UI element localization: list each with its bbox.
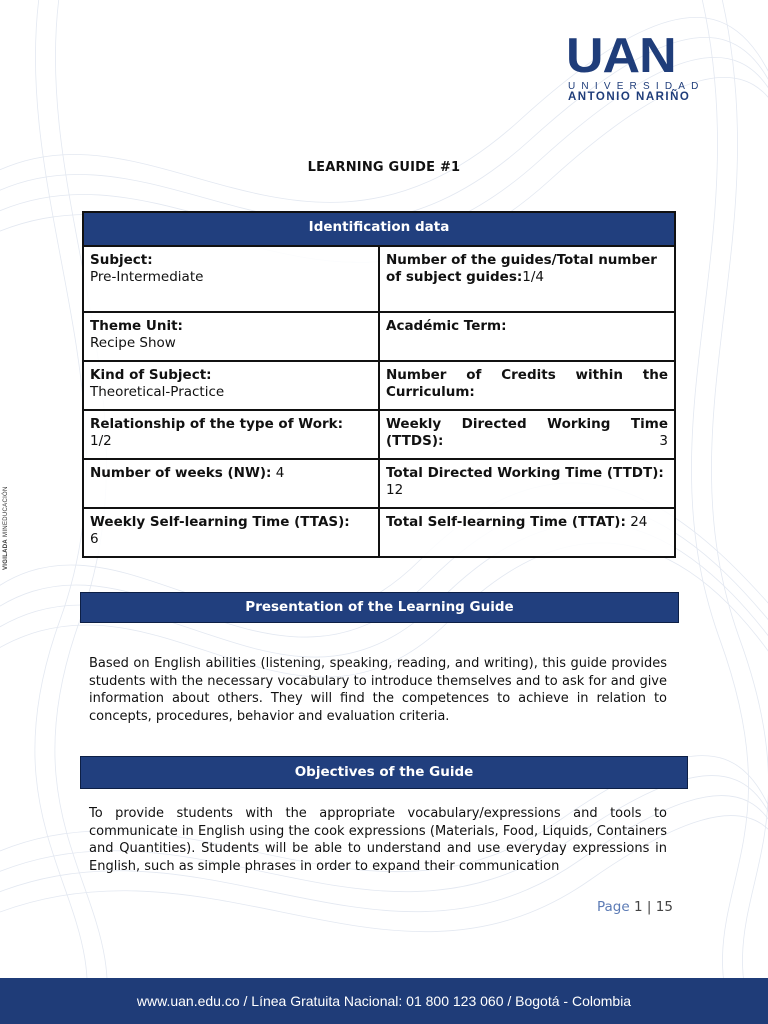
footer-contact-text: www.uan.edu.co / Línea Gratuita Nacional: 01 800 123 060 / Bogotá - Colombia <box>136 993 632 1009</box>
cell-weekly-self-learning <box>83 508 379 557</box>
cell-theme-unit <box>83 312 379 361</box>
page-number <box>597 899 673 915</box>
presentation-section-header: Presentation of the Learning Guide <box>80 592 679 623</box>
document-title: LEARNING GUIDE #1 <box>307 160 461 175</box>
cell-value: 3 <box>659 433 668 449</box>
cell-label: Weekly Self-learning Time (TTAS): <box>90 514 350 530</box>
cell-label: Number of the guides/Total number of subject guides: <box>386 252 657 285</box>
logo-line-antonio-narino: ANTONIO NARIÑO <box>568 91 691 103</box>
cell-value: 1/4 <box>522 269 544 285</box>
cell-number-of-credits <box>379 361 675 410</box>
vigilada-label: VIGILADA <box>3 538 9 570</box>
presentation-paragraph: Based on English abilities (listening, speaking, reading, and writing), this guide provides students with the necessary vocabulary to introduce themselves and to ask for and give information about others. They will find the competences to achieve in relation to concepts, procedures, behavior and evaluation criteria. <box>89 656 667 724</box>
cell-value: Recipe Show <box>90 335 176 351</box>
cell-label: Weekly Directed Working Time (TTDS): <box>386 416 668 449</box>
logo-wordmark: UAN <box>566 28 676 84</box>
cell-label: Subject: <box>90 252 153 268</box>
page-word: Page <box>597 899 630 915</box>
cell-label: Total Directed Working Time (TTDT): <box>386 465 664 481</box>
objectives-paragraph: To provide students with the appropriate vocabulary/expressions and tools to communicate in English using the cook expressions (Materials, Food, Liquids, Containers and Quantities). Students will be able to understand and use everyday expressions in English, such as simple phrases in order to expand their communication <box>89 806 667 874</box>
cell-academic-term <box>379 312 675 361</box>
cell-label: Relationship of the type of Work: <box>90 416 343 432</box>
cell-total-self-learning <box>379 508 675 557</box>
cell-value: 1/2 <box>90 433 112 449</box>
table-row <box>83 246 675 312</box>
cell-label: Kind of Subject: <box>90 367 212 383</box>
page-separator: | <box>646 899 652 915</box>
cell-label: Académic Term: <box>386 318 507 334</box>
cell-number-of-guides <box>379 246 675 312</box>
cell-label: Number of weeks (NW): <box>90 465 272 481</box>
cell-label: Number of Credits within the Curriculum: <box>386 367 668 400</box>
cell-value: 4 <box>275 465 285 481</box>
cell-value: Pre-Intermediate <box>90 269 204 285</box>
table-row <box>83 459 675 508</box>
cell-relationship-type-of-work <box>83 410 379 459</box>
table-row <box>83 312 675 361</box>
cell-value: Theoretical-Practice <box>90 384 225 400</box>
cell-label: Total Self-learning Time (TTAT): <box>386 514 626 530</box>
identification-header: Identification data <box>83 212 675 246</box>
page-total: 15 <box>655 899 673 915</box>
logo-line-universidad: UNIVERSIDAD <box>568 81 705 92</box>
footer-bar <box>0 978 768 1024</box>
page-current: 1 <box>633 899 643 915</box>
mineducacion-label: MINEDUCACIÓN <box>3 486 9 537</box>
objectives-section-header: Objectives of the Guide <box>80 756 688 789</box>
cell-weekly-directed-time <box>379 410 675 459</box>
cell-value: 24 <box>630 514 648 530</box>
cell-kind-of-subject <box>83 361 379 410</box>
cell-label: Theme Unit: <box>90 318 183 334</box>
table-row <box>83 410 675 459</box>
cell-total-directed-time <box>379 459 675 508</box>
identification-table <box>82 211 676 558</box>
cell-value: 12 <box>386 482 404 498</box>
cell-value: 6 <box>90 531 99 547</box>
table-row <box>83 508 675 557</box>
cell-number-of-weeks <box>83 459 379 508</box>
cell-subject <box>83 246 379 312</box>
table-row <box>83 361 675 410</box>
